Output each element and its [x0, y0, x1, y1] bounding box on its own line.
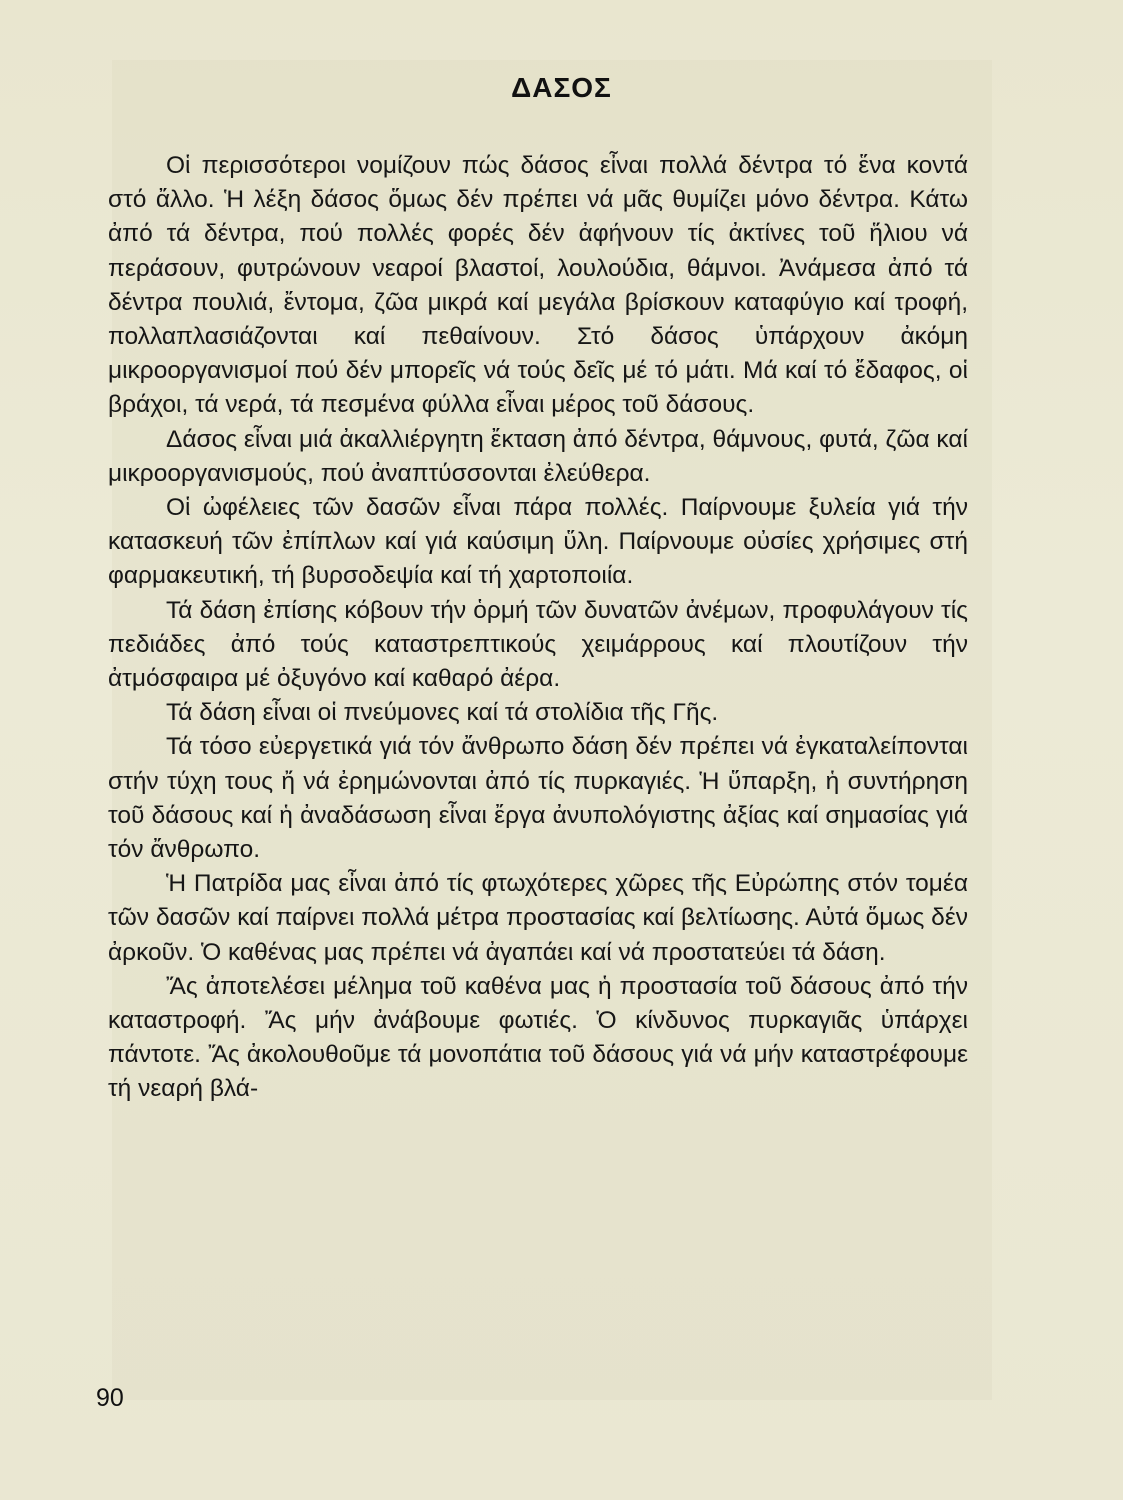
- paragraph: Ἡ Πατρίδα μας εἶναι ἀπό τίς φτωχότερες χῶρες τῆς Εὐρώπης στόν τομέα τῶν δασῶν καί παίρνει πολλά μέτρα προστασίας καί βελτίωσης. Αὐτά ὅμως δέν ἀρκοῦν. Ὁ καθένας μας πρέπει νά ἀγαπάει καί νά προστατεύει τά δάση.: [108, 870, 968, 966]
- paragraph: Δάσος εἶναι μιά ἀκαλλιέργητη ἔκταση ἀπό δέντρα, θάμνους, φυτά, ζῶα καί μικροοργανισμούς, πού ἀναπτύσσονται ἐλεύθερα.: [108, 425, 968, 487]
- body-text: [108, 149, 968, 1107]
- paragraph: Τά τόσο εὐεργετικά γιά τόν ἄνθρωπο δάση δέν πρέπει νά ἐγκαταλείπονται στήν τύχη τους ἤ νά ἐρημώνονται ἀπό τίς πυρκαγιές. Ἡ ὕπαρξη, ἡ συντήρηση τοῦ δάσους καί ἡ ἀναδάσωση εἶναι ἔργα ἀνυπολόγιστης ἀξίας καί σημασίας γιά τόν ἄνθρωπο.: [108, 733, 968, 864]
- page-title: ΔΑΣΟΣ: [511, 72, 612, 103]
- paragraph: Οἱ περισσότεροι νομίζουν πώς δάσος εἶναι πολλά δέντρα τό ἕνα κοντά στό ἄλλο. Ἡ λέξη δάσος ὅμως δέν πρέπει νά μᾶς θυμίζει μόνο δέντρα. Κάτω ἀπό τά δέντρα, πού πολλές φορές δέν ἀφήνουν τίς ἀκτίνες τοῦ ἥλιου νά περάσουν, φυτρώνουν νεαροί βλαστοί, λουλούδια, θάμνοι. Ἀνάμεσα ἀπό τά δέντρα πουλιά, ἔντομα, ζῶα μικρά καί μεγάλα βρίσκουν καταφύγιο καί τροφή, πολλαπλασιάζονται καί πεθαίνουν. Στό δάσος ὑπάρχουν ἀκόμη μικροοργανισμοί πού δέν μπορεῖς νά τούς δεῖς μέ τό μάτι. Μά καί τό ἔδαφος, οἱ βράχοι, τά νερά, τά πεσμένα φύλλα εἶναι μέρος τοῦ δάσους.: [108, 152, 968, 419]
- page-number: 90: [96, 1384, 124, 1412]
- paragraph: Τά δάση ἐπίσης κόβουν τήν ὁρμή τῶν δυνατῶν ἀνέμων, προφυλάγουν τίς πεδιάδες ἀπό τούς καταστρεπτικούς χειμάρρους καί πλουτίζουν τήν ἀτμόσφαιρα μέ ὀξυγόνο καί καθαρό ἀέρα.: [108, 596, 968, 693]
- paragraph: Τά δάση εἶναι οἱ πνεύμονες καί τά στολίδια τῆς Γῆς.: [166, 699, 719, 727]
- paragraph: Οἱ ὠφέλειες τῶν δασῶν εἶναι πάρα πολλές. Παίρνουμε ξυλεία γιά τήν κατασκευή τῶν ἐπίπλων καί γιά καύσιμη ὕλη. Παίρνουμε οὐσίες χρήσιμες στή φαρμακευτική, τή βυρσοδεψία καί τή χαρτοποιία.: [108, 494, 968, 590]
- paragraph: Ἄς ἀποτελέσει μέλημα τοῦ καθένα μας ἡ προστασία τοῦ δάσους ἀπό τήν καταστροφή. Ἄς μήν ἀνάβουμε φωτιές. Ὁ κίνδυνος πυρκαγιᾶς ὑπάρχει πάντοτε. Ἄς ἀκολουθοῦμε τά μονοπάτια τοῦ δάσους γιά νά μήν καταστρέφουμε τή νεαρή βλά-: [108, 972, 968, 1103]
